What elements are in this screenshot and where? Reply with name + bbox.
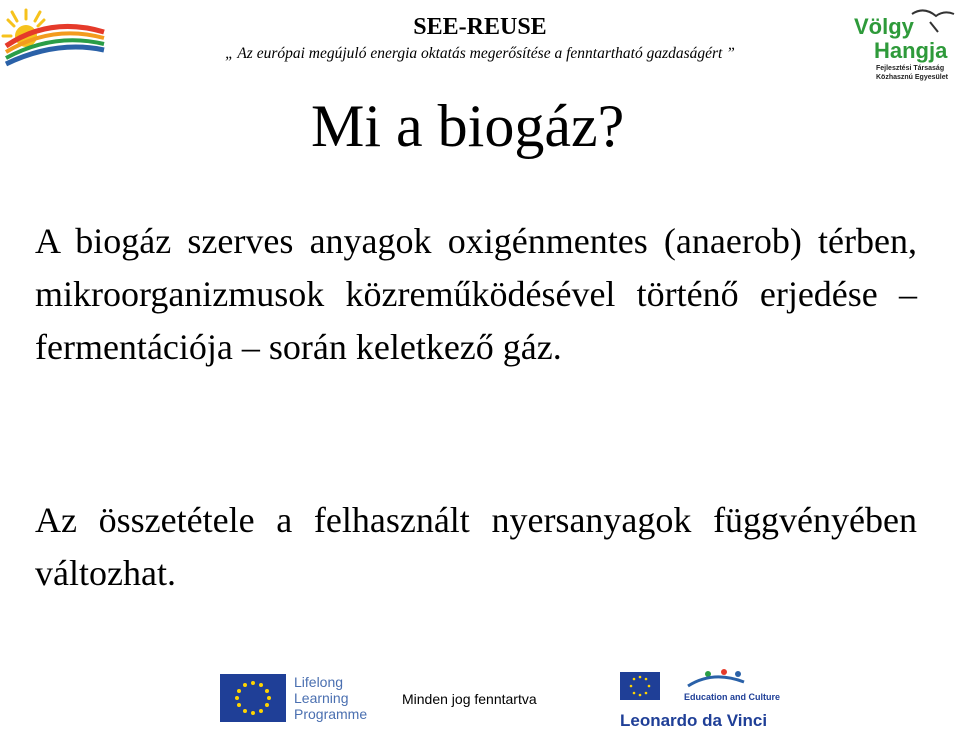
bird-icon — [912, 10, 954, 32]
definition-paragraph: A biogáz szerves anyagok oxigénmentes (anaerob) térben, mikroorganizmusok közreműködésével történő erjedése – fermentációja – során keletkező gáz. — [35, 221, 917, 367]
logo-caption-1: Fejlesztési Társaság — [876, 65, 945, 72]
leonardo-name: Leonardo da Vinci — [620, 711, 768, 730]
education-culture-icon — [688, 669, 744, 686]
logo-word-volgy: Völgy — [854, 14, 914, 39]
logo-caption-2: Közhasznú Egyesület — [876, 74, 948, 81]
copyright-notice: Minden jog fenntartva — [402, 691, 537, 707]
logo-word-hangja: Hangja — [874, 38, 948, 63]
composition-paragraph: Az összetétele a felhasznált nyersanyagok függvényében változhat. — [35, 500, 917, 593]
lifelong-learning-logo — [220, 674, 390, 724]
llp-line-1: Lifelong — [294, 674, 344, 690]
leonardo-da-vinci-logo — [618, 664, 798, 730]
project-subtitle: „ Az európai megújuló energia oktatás megerősítése a fenntartható gazdaságért ” — [225, 45, 735, 62]
volgy-hangja-logo — [850, 2, 958, 84]
llp-line-2: Learning — [294, 690, 349, 706]
project-title: SEE-REUSE — [413, 14, 547, 40]
slide-title: Mi a biogáz? — [311, 93, 625, 159]
llp-line-3: Programme — [294, 706, 368, 722]
eac-tagline: Education and Culture — [684, 692, 781, 702]
